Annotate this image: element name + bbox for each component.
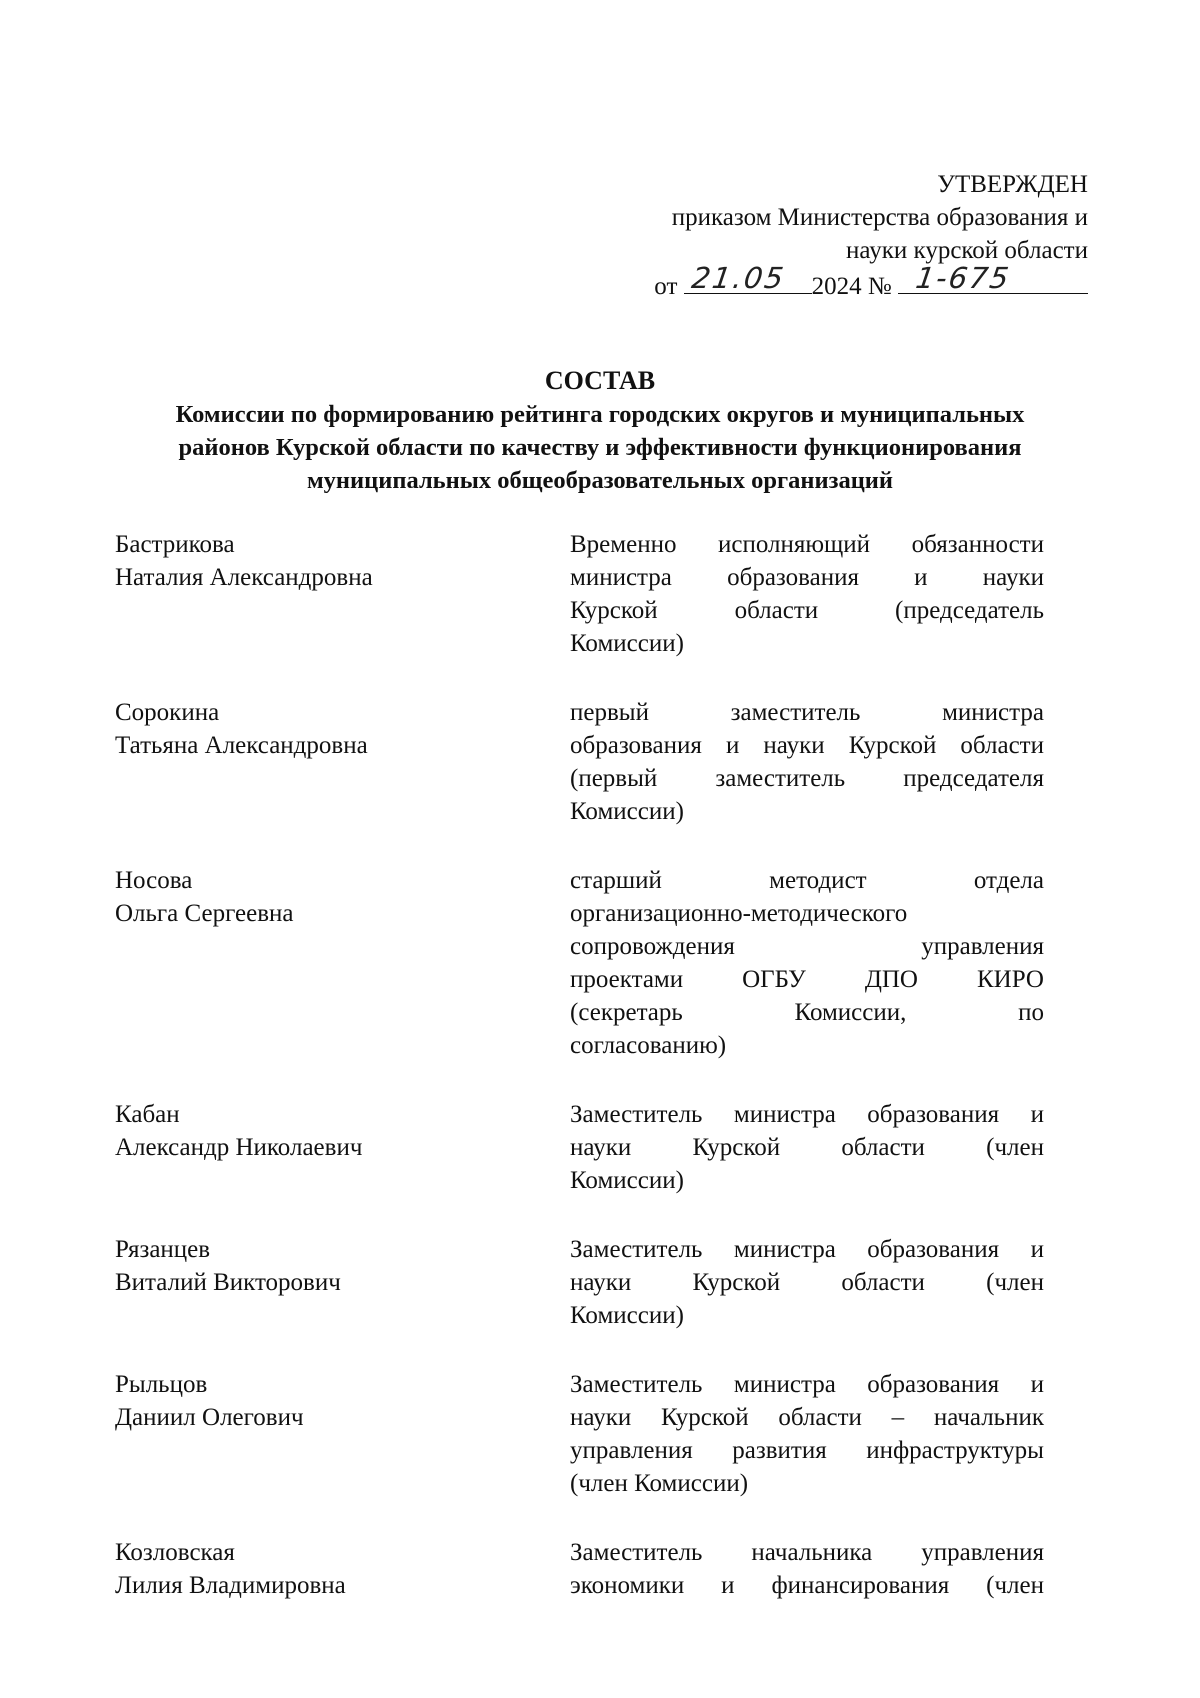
member-name [115,1368,570,1500]
role-line: (член Комиссии) [570,1470,749,1497]
member-surname: Носова [115,867,193,894]
role-line: Комиссии) [570,1167,684,1194]
member-role [570,528,1044,660]
member-name [115,1098,570,1197]
role-line: первый заместитель министра [570,699,1044,726]
number-blank [898,261,1088,295]
title-block [100,364,1100,497]
document-subtitle [100,398,1100,497]
member-surname: Рязанцев [115,1236,211,1263]
subtitle-line: районов Курской области по качеству и эффективности функционирования [178,434,1022,461]
member-given-name: Александр Николаевич [115,1134,363,1161]
approval-line-2: науки курской области [846,237,1088,264]
member-given-name: Наталия Александровна [115,564,373,591]
subtitle-line: муниципальных общеобразовательных организаций [306,467,894,494]
member-given-name: Виталий Викторович [115,1269,341,1296]
approval-date-line [654,261,1088,303]
member-name [115,696,570,828]
member-surname: Козловская [115,1539,235,1566]
member-role [570,696,1044,828]
member-role [570,1098,1044,1197]
handwritten-date: 21.05 [689,261,788,295]
subtitle-line: Комиссии по формированию рейтинга городских округов и муниципальных [175,401,1025,428]
member-name [115,1233,570,1332]
member-name [115,864,570,1062]
member-surname: Рыльцов [115,1371,208,1398]
member-row [115,864,1045,1062]
member-role [570,1233,1044,1332]
member-given-name: Даниил Олегович [115,1404,304,1431]
role-line: Временно исполняющий обязанности [570,531,1044,558]
member-role [570,864,1044,1062]
role-line: Курской области (председатель [570,597,1044,624]
member-role [570,1368,1044,1500]
role-line: старший методист отдела [570,867,1044,894]
handwritten-number: 1-675 [913,261,1013,295]
role-line: науки Курской области – начальник [570,1404,1044,1431]
member-given-name: Лилия Владимировна [115,1572,346,1599]
role-line: Заместитель начальника управления [570,1539,1044,1566]
member-name [115,528,570,660]
role-line: министра образования и науки [570,564,1044,591]
member-row [115,528,1045,660]
member-row [115,696,1045,828]
member-row [115,1536,1045,1602]
role-line: сопровождения управления [570,933,1044,960]
role-line: Заместитель министра образования и [570,1101,1044,1128]
date-blank [684,261,812,295]
members-list [115,528,1045,1638]
date-prefix: от [654,273,678,300]
member-given-name: Татьяна Александровна [115,732,368,759]
role-line: Комиссии) [570,798,684,825]
role-line: науки Курской области (член [570,1134,1044,1161]
role-line: Комиссии) [570,1302,684,1329]
member-surname: Кабан [115,1101,180,1128]
member-surname: Сорокина [115,699,220,726]
role-line: экономики и финансирования (член [570,1572,1044,1599]
approval-line-1: приказом Министерства образования и [671,204,1088,231]
role-line: образования и науки Курской области [570,732,1044,759]
role-line: (секретарь Комиссии, по [570,999,1044,1026]
role-line: Заместитель министра образования и [570,1371,1044,1398]
year-text: 2024 № [811,273,892,300]
role-line: (первый заместитель председателя [570,765,1044,792]
document-title: СОСТАВ [544,366,656,395]
member-role [570,1536,1044,1602]
approval-heading: УТВЕРЖДЕН [937,171,1088,198]
approval-block [654,168,1088,303]
role-line: организационно-методического [570,900,908,927]
role-line: управления развития инфраструктуры [570,1437,1044,1464]
member-surname: Бастрикова [115,531,235,558]
role-line: Комиссии) [570,630,684,657]
member-row [115,1368,1045,1500]
member-given-name: Ольга Сергеевна [115,900,294,927]
role-line: науки Курской области (член [570,1269,1044,1296]
member-row [115,1098,1045,1197]
role-line: проектами ОГБУ ДПО КИРО [570,966,1044,993]
member-name [115,1536,570,1602]
role-line: Заместитель министра образования и [570,1236,1044,1263]
member-row [115,1233,1045,1332]
role-line: согласованию) [570,1032,727,1059]
